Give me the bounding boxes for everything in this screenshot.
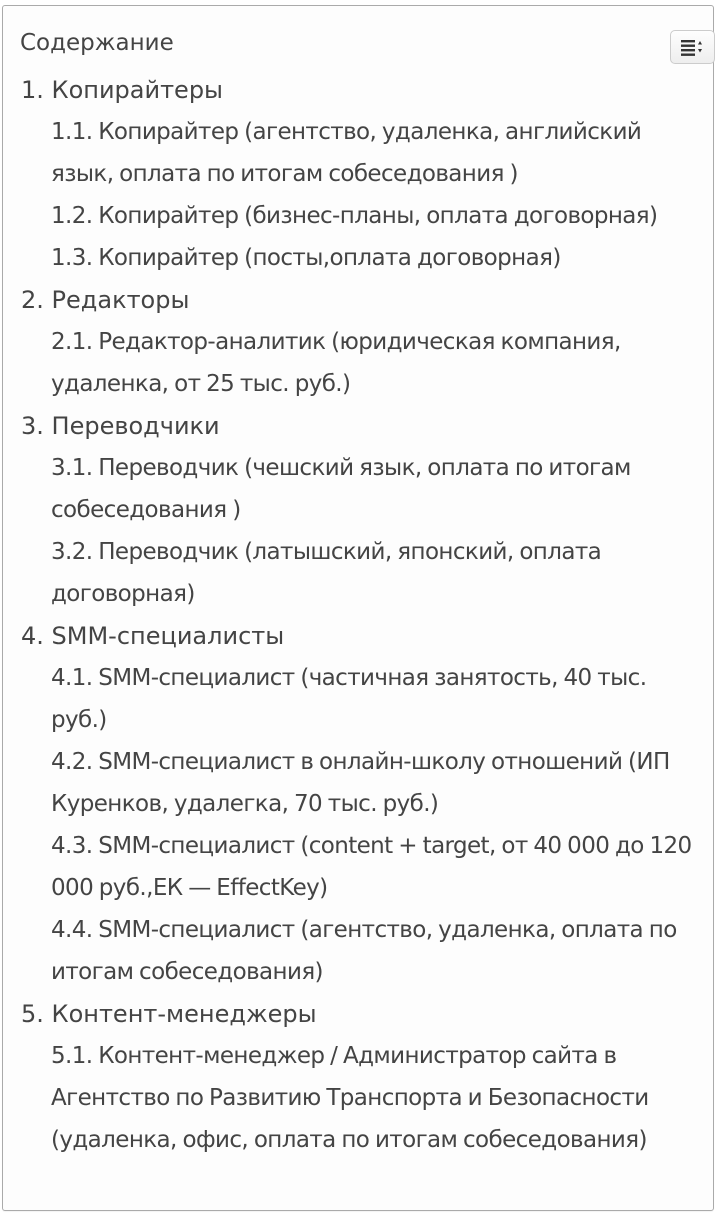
toc-link-item[interactable]: 4.2. SMM-специалист в онлайн-школу отношений (ИП Куренков, удалегка, 70 тыс. руб.)	[51, 749, 670, 817]
toc-link-item[interactable]: 4.3. SMM-специалист (content + target, от 40 000 до 120 000 руб.,ЕК — EffectKey)	[51, 833, 692, 901]
toc-link-section[interactable]: 2. Редакторы	[21, 286, 190, 314]
toc-sublist	[21, 321, 705, 405]
toc-link-item[interactable]: 1.1. Копирайтер (агентство, удаленка, английский язык, оплата по итогам собеседования )	[51, 119, 642, 187]
toc-toggle-button[interactable]	[670, 30, 715, 64]
toc-section	[21, 69, 705, 279]
list-toggle-icon	[681, 38, 705, 56]
toc-link-item[interactable]: 1.2. Копирайтер (бизнес-планы, оплата договорная)	[51, 203, 658, 229]
toc-section	[21, 279, 705, 405]
toc-section	[21, 993, 705, 1161]
table-of-contents	[2, 5, 714, 1211]
toc-link-item[interactable]: 2.1. Редактор-аналитик (юридическая компания, удаленка, от 25 тыс. руб.)	[51, 329, 621, 397]
toc-link-item[interactable]: 3.2. Переводчик (латышский, японский, оплата договорная)	[51, 539, 602, 607]
toc-link-section[interactable]: 1. Копирайтеры	[21, 76, 224, 104]
toc-link-section[interactable]: 4. SMM-специалисты	[21, 622, 285, 650]
toc-section	[21, 615, 705, 993]
toc-link-item[interactable]: 4.1. SMM-специалист (частичная занятость, 40 тыс. руб.)	[51, 665, 647, 733]
toc-title: Содержание	[20, 30, 174, 56]
toc-link-item[interactable]: 3.1. Переводчик (чешский язык, оплата по итогам собеседования )	[51, 455, 631, 523]
toc-section	[21, 405, 705, 615]
toc-sublist	[21, 447, 705, 615]
toc-link-item[interactable]: 5.1. Контент-менеджер / Администратор сайта в Агентство по Развитию Транспорта и Безопасности (удаленка, офис, оплата по итогам собеседования)	[51, 1043, 649, 1153]
toc-link-item[interactable]: 4.4. SMM-специалист (агентство, удаленка, оплата по итогам собеседования)	[51, 917, 677, 985]
toc-sublist	[21, 657, 705, 993]
toc-sublist	[21, 111, 705, 279]
toc-link-section[interactable]: 5. Контент-менеджеры	[21, 1000, 317, 1028]
toc-sublist	[21, 1035, 705, 1161]
toc-list	[21, 69, 705, 1161]
toc-link-section[interactable]: 3. Переводчики	[21, 412, 220, 440]
toc-link-item[interactable]: 1.3. Копирайтер (посты,оплата договорная)	[51, 245, 561, 271]
